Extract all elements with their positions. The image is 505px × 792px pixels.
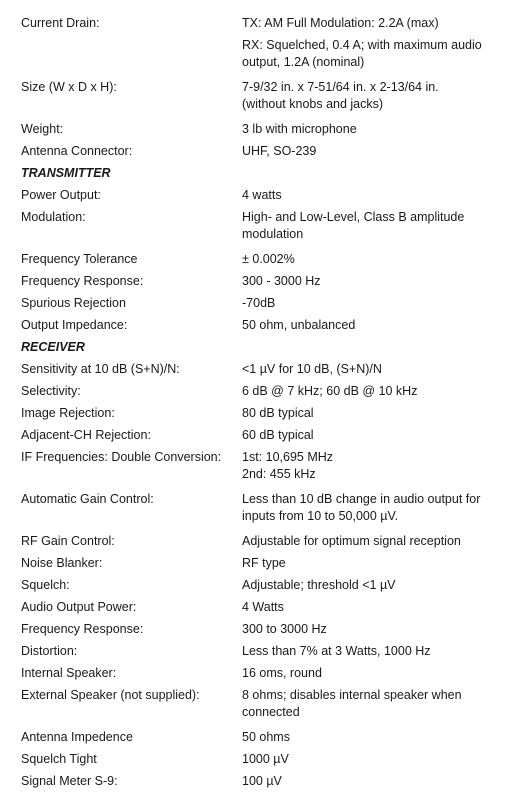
spec-label: RF Gain Control: <box>21 534 115 548</box>
spec-value-line: UHF, SO-239 <box>242 144 317 158</box>
spec-value-line: 16 oms, round <box>242 666 322 680</box>
spec-row <box>0 12 505 34</box>
spec-label: IF Frequencies: Double Conversion: <box>21 450 222 464</box>
spec-value-line: Adjustable for optimum signal reception <box>242 534 461 548</box>
spec-value <box>242 12 505 34</box>
spec-value <box>242 618 505 640</box>
spec-value <box>242 76 505 118</box>
spec-row <box>0 748 505 770</box>
spec-value <box>242 206 505 248</box>
spec-row <box>0 684 505 726</box>
spec-value <box>242 248 505 270</box>
spec-value <box>242 662 505 684</box>
spec-value-line: 3 lb with microphone <box>242 122 357 136</box>
spec-value-line: RX: Squelched, 0.4 A; with maximum audio <box>242 38 482 52</box>
spec-label: Current Drain: <box>21 16 100 30</box>
spec-value <box>242 596 505 618</box>
spec-label: Frequency Response: <box>21 622 144 636</box>
spec-value-line: RF type <box>242 556 286 570</box>
spec-label: Frequency Tolerance <box>21 252 138 266</box>
section-heading: TRANSMITTER <box>21 166 111 180</box>
spec-value-line: ± 0.002% <box>242 252 295 266</box>
spec-row <box>0 488 505 530</box>
spec-row <box>0 770 505 792</box>
spec-row <box>0 640 505 662</box>
spec-value <box>242 292 505 314</box>
spec-label: Noise Blanker: <box>21 556 103 570</box>
spec-label: Sensitivity at 10 dB (S+N)/N: <box>21 362 180 376</box>
spec-row <box>0 206 505 248</box>
spec-value-line: output, 1.2A (nominal) <box>242 55 365 69</box>
spec-value <box>242 314 505 336</box>
spec-row <box>0 402 505 424</box>
spec-label: Internal Speaker: <box>21 666 117 680</box>
spec-value <box>242 402 505 424</box>
spec-value <box>242 770 505 792</box>
spec-label: Size (W x D x H): <box>21 80 117 94</box>
spec-row <box>0 380 505 402</box>
spec-label: Distortion: <box>21 644 78 658</box>
spec-label: Frequency Response: <box>21 274 144 288</box>
spec-value <box>242 270 505 292</box>
spec-value-line: 300 to 3000 Hz <box>242 622 327 636</box>
spec-value-line: 4 watts <box>242 188 282 202</box>
spec-label: Power Output: <box>21 188 101 202</box>
spec-value <box>242 118 505 140</box>
spec-label: Antenna Impedence <box>21 730 133 744</box>
spec-value-line: <1 µV for 10 dB, (S+N)/N <box>242 362 382 376</box>
spec-label: Modulation: <box>21 210 86 224</box>
spec-row <box>0 662 505 684</box>
spec-value <box>242 358 505 380</box>
spec-value <box>242 684 505 726</box>
spec-value <box>242 574 505 596</box>
spec-row <box>0 530 505 552</box>
spec-value-line: TX: AM Full Modulation: 2.2A (max) <box>242 16 439 30</box>
spec-value <box>242 552 505 574</box>
spec-value-line: 4 Watts <box>242 600 284 614</box>
spec-row <box>0 292 505 314</box>
spec-row <box>0 574 505 596</box>
spec-value-line: 80 dB typical <box>242 406 314 420</box>
spec-value-line: 50 ohms <box>242 730 290 744</box>
spec-value <box>242 530 505 552</box>
spec-label: External Speaker (not supplied): <box>21 688 200 702</box>
spec-value-line: 6 dB @ 7 kHz; 60 dB @ 10 kHz <box>242 384 418 398</box>
spec-value <box>242 424 505 446</box>
spec-row <box>0 446 505 488</box>
spec-row <box>0 270 505 292</box>
spec-row <box>0 424 505 446</box>
spec-value <box>242 488 505 530</box>
spec-row <box>0 358 505 380</box>
spec-value-line: High- and Low-Level, Class B amplitude <box>242 210 465 224</box>
spec-value-line: 1st: 10,695 MHz <box>242 450 334 464</box>
spec-label: Automatic Gain Control: <box>21 492 154 506</box>
spec-value-line: 7-9/32 in. x 7-51/64 in. x 2-13/64 in. <box>242 80 439 94</box>
section-heading: RECEIVER <box>21 340 85 354</box>
spec-value <box>242 380 505 402</box>
spec-label: Signal Meter S-9: <box>21 774 118 788</box>
spec-label: Image Rejection: <box>21 406 115 420</box>
spec-value-line: 50 ohm, unbalanced <box>242 318 356 332</box>
spec-label: Selectivity: <box>21 384 81 398</box>
spec-row <box>0 596 505 618</box>
spec-value-line: Adjustable; threshold <1 µV <box>242 578 396 592</box>
spec-value-line: 60 dB typical <box>242 428 314 442</box>
spec-value-line: 2nd: 455 kHz <box>242 467 316 481</box>
spec-value-line: 100 µV <box>242 774 282 788</box>
spec-label: Audio Output Power: <box>21 600 137 614</box>
spec-value-line: 8 ohms; disables internal speaker when <box>242 688 462 702</box>
spec-row <box>0 118 505 140</box>
spec-value <box>242 726 505 748</box>
spec-label: Weight: <box>21 122 64 136</box>
spec-row <box>0 184 505 206</box>
spec-value-line: modulation <box>242 227 304 241</box>
spec-value <box>242 640 505 662</box>
spec-value-line: -70dB <box>242 296 276 310</box>
spec-value <box>242 748 505 770</box>
spec-row <box>0 726 505 748</box>
spec-row <box>0 76 505 118</box>
spec-row <box>0 618 505 640</box>
spec-value-line: (without knobs and jacks) <box>242 97 384 111</box>
spec-value <box>242 184 505 206</box>
spec-value-line: Less than 7% at 3 Watts, 1000 Hz <box>242 644 431 658</box>
spec-value-line: Less than 10 dB change in audio output for <box>242 492 481 506</box>
spec-value-line: 1000 µV <box>242 752 289 766</box>
spec-value-line: connected <box>242 705 300 719</box>
spec-row <box>0 314 505 336</box>
spec-label: Squelch Tight <box>21 752 97 766</box>
spec-row <box>0 248 505 270</box>
spec-row <box>0 552 505 574</box>
spec-value-line: 300 - 3000 Hz <box>242 274 321 288</box>
spec-row <box>0 34 505 76</box>
spec-value <box>242 446 505 488</box>
spec-label: Squelch: <box>21 578 70 592</box>
spec-row <box>0 140 505 162</box>
spec-label: Adjacent-CH Rejection: <box>21 428 151 442</box>
spec-label: Spurious Rejection <box>21 296 126 310</box>
spec-label: Output Impedance: <box>21 318 128 332</box>
spec-value-line: inputs from 10 to 50,000 µV. <box>242 509 399 523</box>
spec-label: Antenna Connector: <box>21 144 133 158</box>
spec-value <box>242 34 505 76</box>
spec-value <box>242 140 505 162</box>
